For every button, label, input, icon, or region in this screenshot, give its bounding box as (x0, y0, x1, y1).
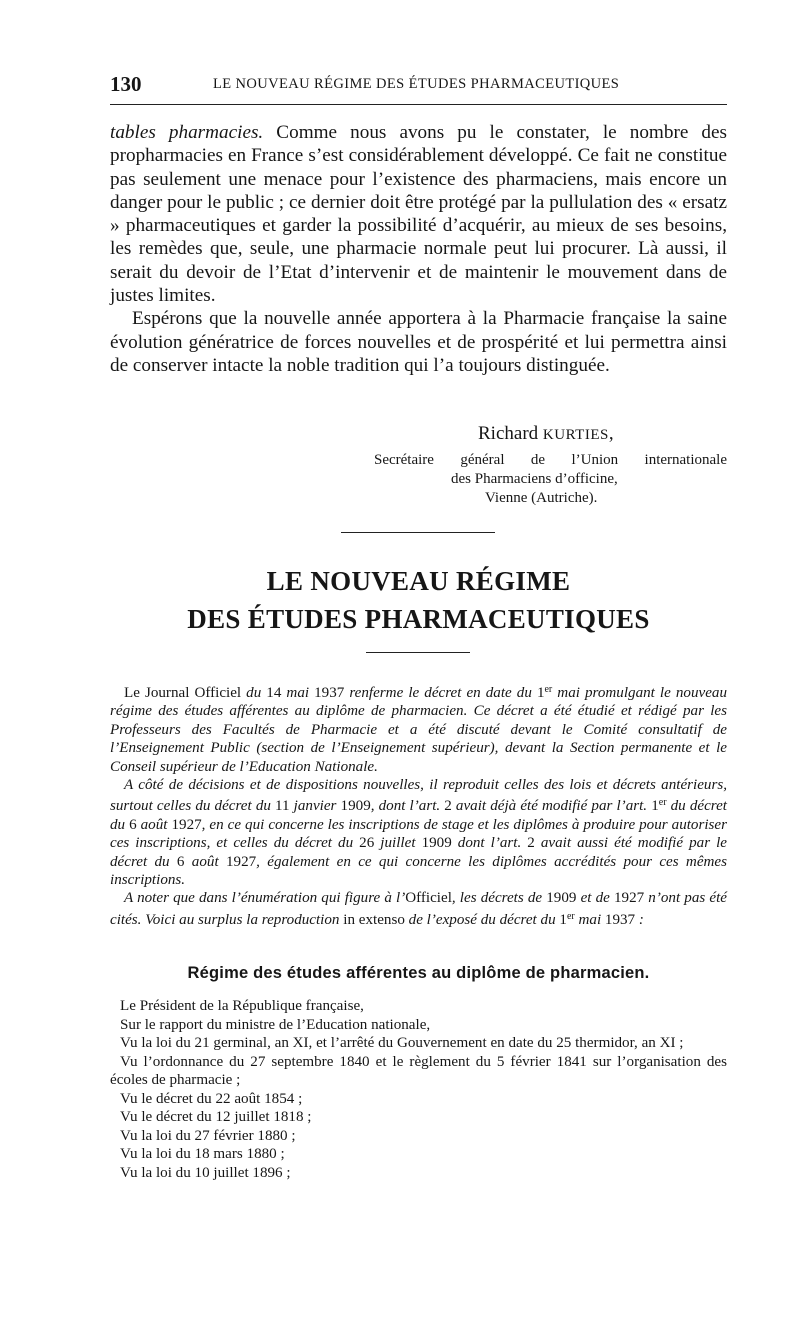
intro-text: 1927 (225, 853, 257, 870)
intro-text: 14 (266, 685, 282, 701)
intro-text: mai (281, 685, 315, 701)
signature-first-name: Richard (478, 423, 543, 444)
intro-text: janvier (289, 798, 341, 815)
signature-line: Secrétaire général de l’Union internationale (374, 452, 727, 468)
intro-text: mai promulgant le nouveau régime des études afférentes au diplôme de pharmacien. Ce décret a été étudié et rédigé par les Professeurs des Facultés de Pharmacie et a été discuté devant le Comité consultatif de l’Enseignement Public (section de l’Enseignement supérieur), devant la Section permanente et le Conseil supérieur de l’Education Nationale. (110, 685, 727, 775)
decree-line: Vu la loi du 27 février 1880 ; (120, 1127, 296, 1144)
signature-surname: KURTIES (542, 427, 609, 443)
intro-paragraph (110, 889, 727, 929)
signature-surname-suffix: , (608, 423, 614, 444)
decree-line: Vu la loi du 21 germinal, an XI, et l’arrêté du Gouvernement en date du 25 thermidor, an XI ; (120, 1035, 684, 1051)
section-heading: Régime des études afférentes au diplôme de pharmacien. (187, 964, 650, 982)
intro-text: A côté de décisions et de dispositions nouvelles, il reproduit celles des lois et décrets antérieurs, surtout celles du décret du (110, 777, 727, 815)
intro-text: avait déjà été modifié par l’art. (451, 798, 652, 815)
intro-text: 1909 (421, 835, 452, 852)
article-title-line-1: LE NOUVEAU RÉGIME (266, 566, 571, 596)
article-intro (110, 681, 727, 929)
intro-text: dont l’art. (451, 835, 528, 852)
intro-text: 1927 (171, 816, 202, 833)
intro-text: 1937 (604, 911, 636, 928)
intro-text: , en ce qui concerne les inscriptions de stage et les diplômes à produire pour autoriser ces inscriptions, et celles du décret du (110, 816, 727, 852)
title-divider (366, 652, 470, 653)
intro-text: 1 (651, 798, 659, 815)
intro-text: : (635, 911, 644, 928)
intro-text: renferme le décret en date du (344, 685, 537, 701)
article-title-line-2: DES ÉTUDES PHARMACEUTIQUES (187, 604, 650, 634)
intro-paragraph (110, 776, 727, 889)
letter-body (110, 121, 727, 377)
signature-line: Vienne (Autriche). (485, 490, 598, 506)
intro-text: n’ont pas été cités. Voici au surplus la reproduction (110, 890, 727, 928)
signature-name (478, 423, 614, 445)
letter-paragraph-text: Comme nous avons pu le constater, le nombre des propharmacies en France s’est considérablement développé. Ce fait ne constitue pas seulement une menace pour l’existence des pharmaciens, mais encore un danger pour le public ; ce dernier doit être protégé par la pullulation des « ersatz » pharmaceutiques et garder la possibilité d’acquérir, au mieux de ses besoins, les remèdes que, seule, une pharmacie normale peut lui procurer. Là aussi, il serait du devoir de l’Etat d’intervenir et de maintenir le mouvement dans de justes limites. (110, 122, 727, 307)
intro-text: du (241, 685, 267, 701)
intro-text: 2 (444, 798, 452, 815)
decree-line: Vu la loi du 18 mars 1880 ; (120, 1146, 285, 1162)
header-rule (110, 104, 727, 105)
letter-paragraph: Espérons que la nouvelle année apportera à la Pharmacie française la saine évolution génératrice de forces nouvelles et de prospérité et lui permettra ainsi de conserver intacte la noble tradition qui l’a toujours distinguée. (110, 308, 727, 376)
intro-text: A noter que dans l’énumération qui figure à l’ (124, 890, 406, 907)
intro-superscript: er (544, 684, 553, 695)
page-number: 130 (110, 72, 142, 96)
intro-text: août (184, 853, 226, 870)
intro-paragraph (110, 681, 727, 776)
decree-line: Vu la loi du 10 juillet 1896 ; (120, 1164, 291, 1181)
running-title: LE NOUVEAU RÉGIME DES ÉTUDES PHARMACEUTIQUES (213, 76, 620, 92)
running-header (110, 70, 727, 100)
intro-text: Le Journal Officiel (124, 685, 242, 701)
letter-lead-italic: tables pharmacies. (110, 122, 264, 143)
decree-line: Vu le décret du 22 août 1854 ; (120, 1090, 303, 1107)
intro-text: 1937 (314, 685, 345, 701)
intro-text: 11 (275, 798, 290, 815)
intro-text: 1 (536, 685, 545, 701)
signature-line: des Pharmaciens d’officine, (451, 471, 618, 487)
intro-text: de l’exposé du décret du (404, 911, 560, 928)
decree-line: Vu le décret du 12 juillet 1818 ; (120, 1109, 312, 1125)
intro-text: , également en ce qui concerne les diplômes accrédités pour ces mêmes inscriptions. (110, 853, 727, 889)
decree-line: Le Président de la République française, (120, 998, 364, 1014)
intro-text: juillet (374, 835, 422, 852)
letter-paragraph (110, 121, 727, 307)
intro-text: 1 (559, 911, 567, 928)
decree-line: Vu l’ordonnance du 27 septembre 1840 et le règlement du 5 février 1841 sur l’organisation des écoles de pharmacie ; (110, 1053, 727, 1088)
intro-text: 1909 (546, 890, 577, 907)
intro-text: 2 (527, 835, 535, 852)
intro-text: 6 (129, 816, 137, 833)
intro-text: août (136, 816, 172, 833)
intro-text: avait aussi été modifié par le décret du (110, 835, 727, 870)
intro-text: , dont l’art. (370, 798, 445, 815)
intro-text: 1927 (613, 890, 645, 907)
decree-line: Sur le rapport du ministre de l’Education nationale, (120, 1016, 431, 1033)
intro-superscript: er (658, 797, 667, 809)
intro-text: Officiel (405, 890, 452, 907)
intro-text: 6 (176, 853, 185, 870)
section-divider (341, 532, 495, 533)
decree-text (110, 997, 727, 1182)
intro-superscript: er (566, 910, 575, 922)
intro-text: mai (574, 911, 605, 928)
intro-text: 26 (359, 835, 375, 852)
intro-text: 1909 (340, 798, 371, 815)
intro-text: du décret du (110, 798, 727, 833)
intro-text: in extenso (343, 911, 405, 928)
intro-text: , les décrets de (451, 890, 547, 907)
intro-text: et de (576, 890, 614, 907)
